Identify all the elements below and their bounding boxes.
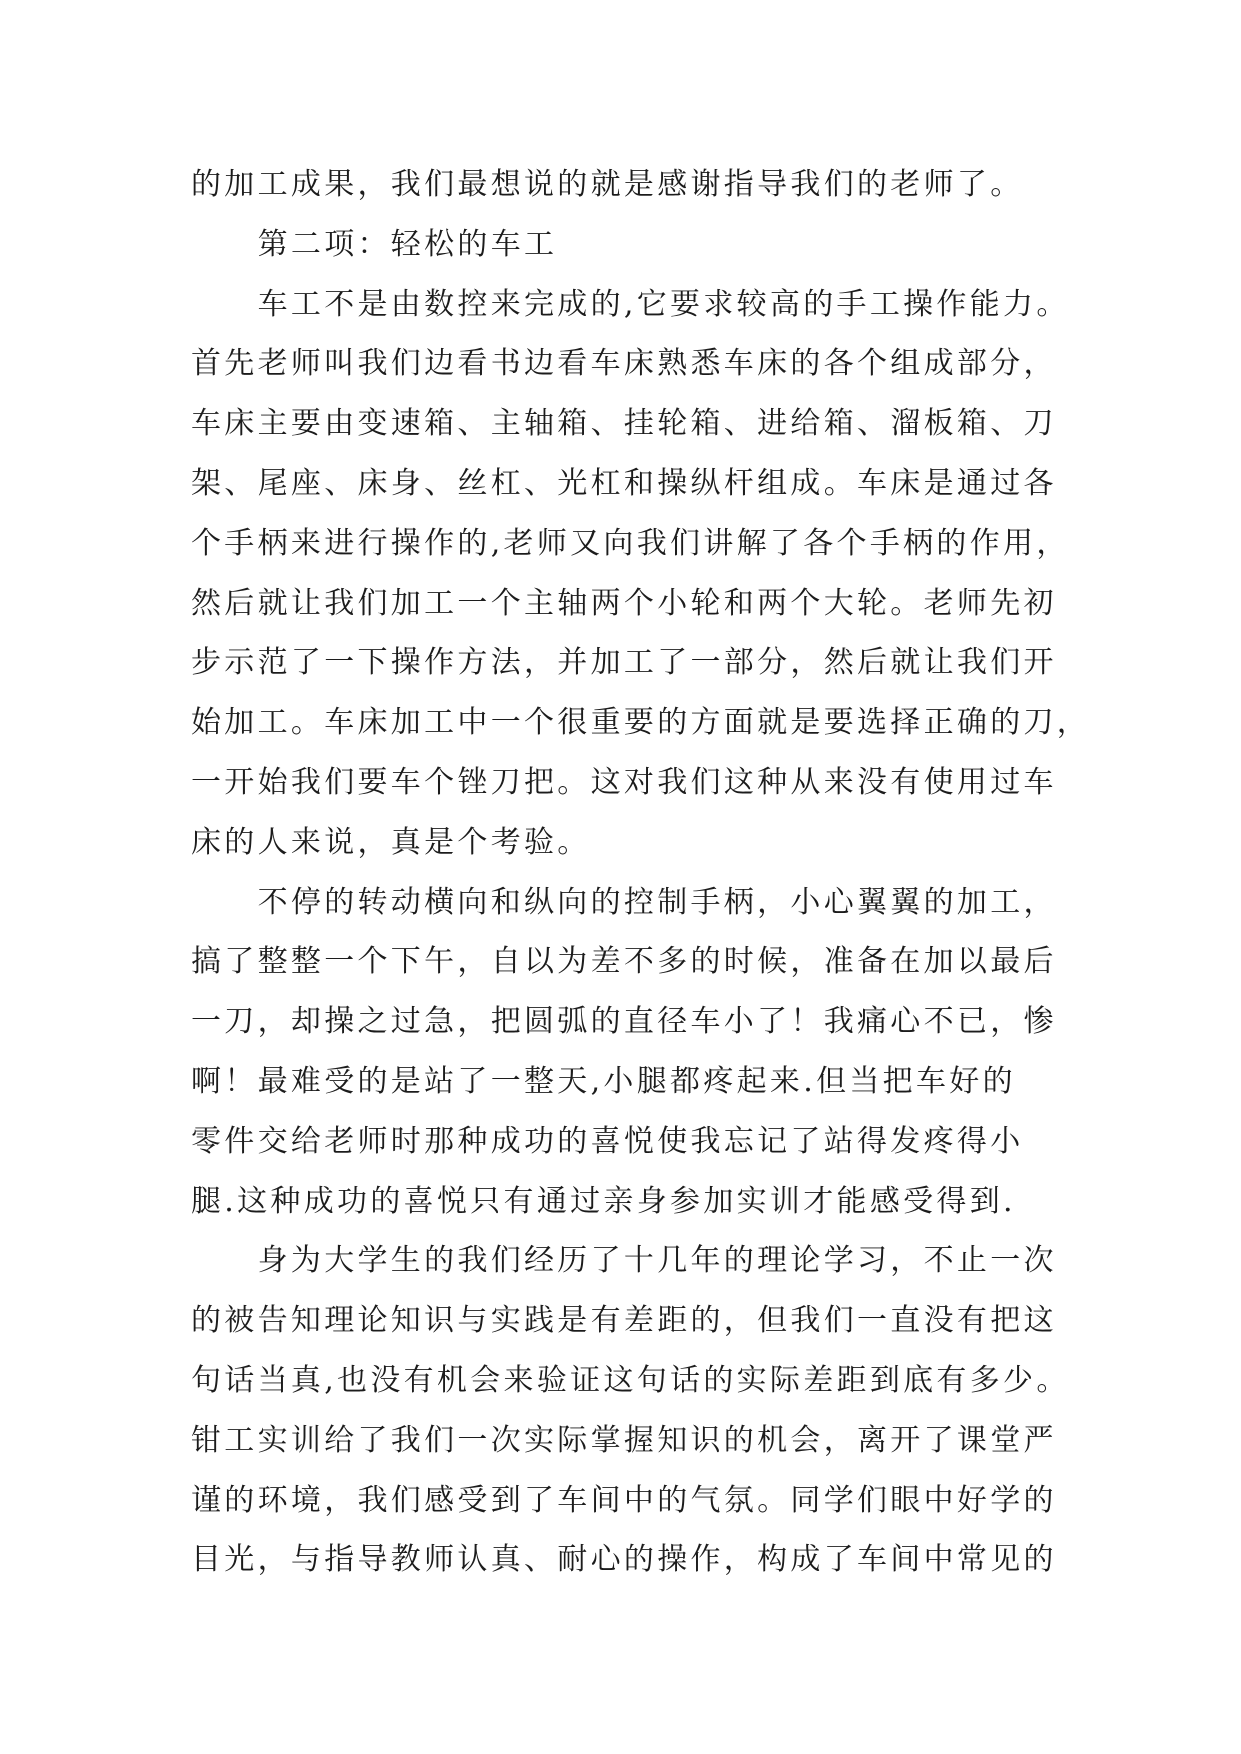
text-line: 一开始我们要车个锉刀把。这对我们这种从来没有使用过车 [191,764,1057,800]
section-heading [191,215,1091,275]
text-line: 搞了整整一个下午，自以为差不多的时候，准备在加以最后 [191,944,1057,980]
paragraph [191,873,1091,1232]
text-line: 始加工。车床加工中一个很重要的方面就是要选择正确的刀， [191,705,1091,741]
text-line: 目光，与指导教师认真、耐心的操作，构成了车间中常见的 [191,1542,1057,1578]
text-line: 首先老师叫我们边看书边看车床熟悉车床的各个组成部分， [191,346,1057,382]
text-line: 个手柄来进行操作的,老师又向我们讲解了各个手柄的作用， [191,525,1070,561]
text-line: 一刀，却操之过急，把圆弧的直径车小了！我痛心不已，惨 [191,1004,1057,1040]
heading-line: 第二项：轻松的车工 [257,226,558,262]
text-line: 腿.这种成功的喜悦只有通过亲身参加实训才能感受得到. [191,1183,1016,1219]
text-line: 车床主要由变速箱、主轴箱、挂轮箱、进给箱、溜板箱、刀 [191,406,1057,442]
text-line: 车工不是由数控来完成的,它要求较高的手工操作能力。 [257,286,1070,322]
paragraph [191,275,1091,873]
paragraph-continued [191,155,1091,215]
text-line: 啊！最难受的是站了一整天,小腿都疼起来.但当把车好的 [191,1063,1016,1099]
text-line: 的加工成果，我们最想说的就是感谢指导我们的老师了。 [191,167,1024,202]
text-line: 架、尾座、床身、丝杠、光杠和操纵杆组成。车床是通过各 [191,465,1057,501]
text-line: 不停的转动横向和纵向的控制手柄，小心翼翼的加工， [257,884,1057,920]
paragraph [191,1231,1091,1590]
text-line: 的被告知理论知识与实践是有差距的，但我们一直没有把这 [191,1303,1057,1339]
text-line: 身为大学生的我们经历了十几年的理论学习，不止一次 [257,1243,1057,1279]
text-line: 零件交给老师时那种成功的喜悦使我忘记了站得发疼得小 [191,1123,1024,1159]
text-line: 床的人来说，真是个考验。 [191,824,591,860]
text-line: 句话当真,也没有机会来验证这句话的实际差距到底有多少。 [191,1362,1070,1398]
text-line: 钳工实训给了我们一次实际掌握知识的机会，离开了课堂严 [191,1422,1057,1458]
text-line: 谨的环境，我们感受到了车间中的气氛。同学们眼中好学的 [191,1482,1057,1518]
text-line: 步示范了一下操作方法，并加工了一部分，然后就让我们开 [191,645,1057,681]
text-line: 然后就让我们加工一个主轴两个小轮和两个大轮。老师先初 [191,585,1057,621]
